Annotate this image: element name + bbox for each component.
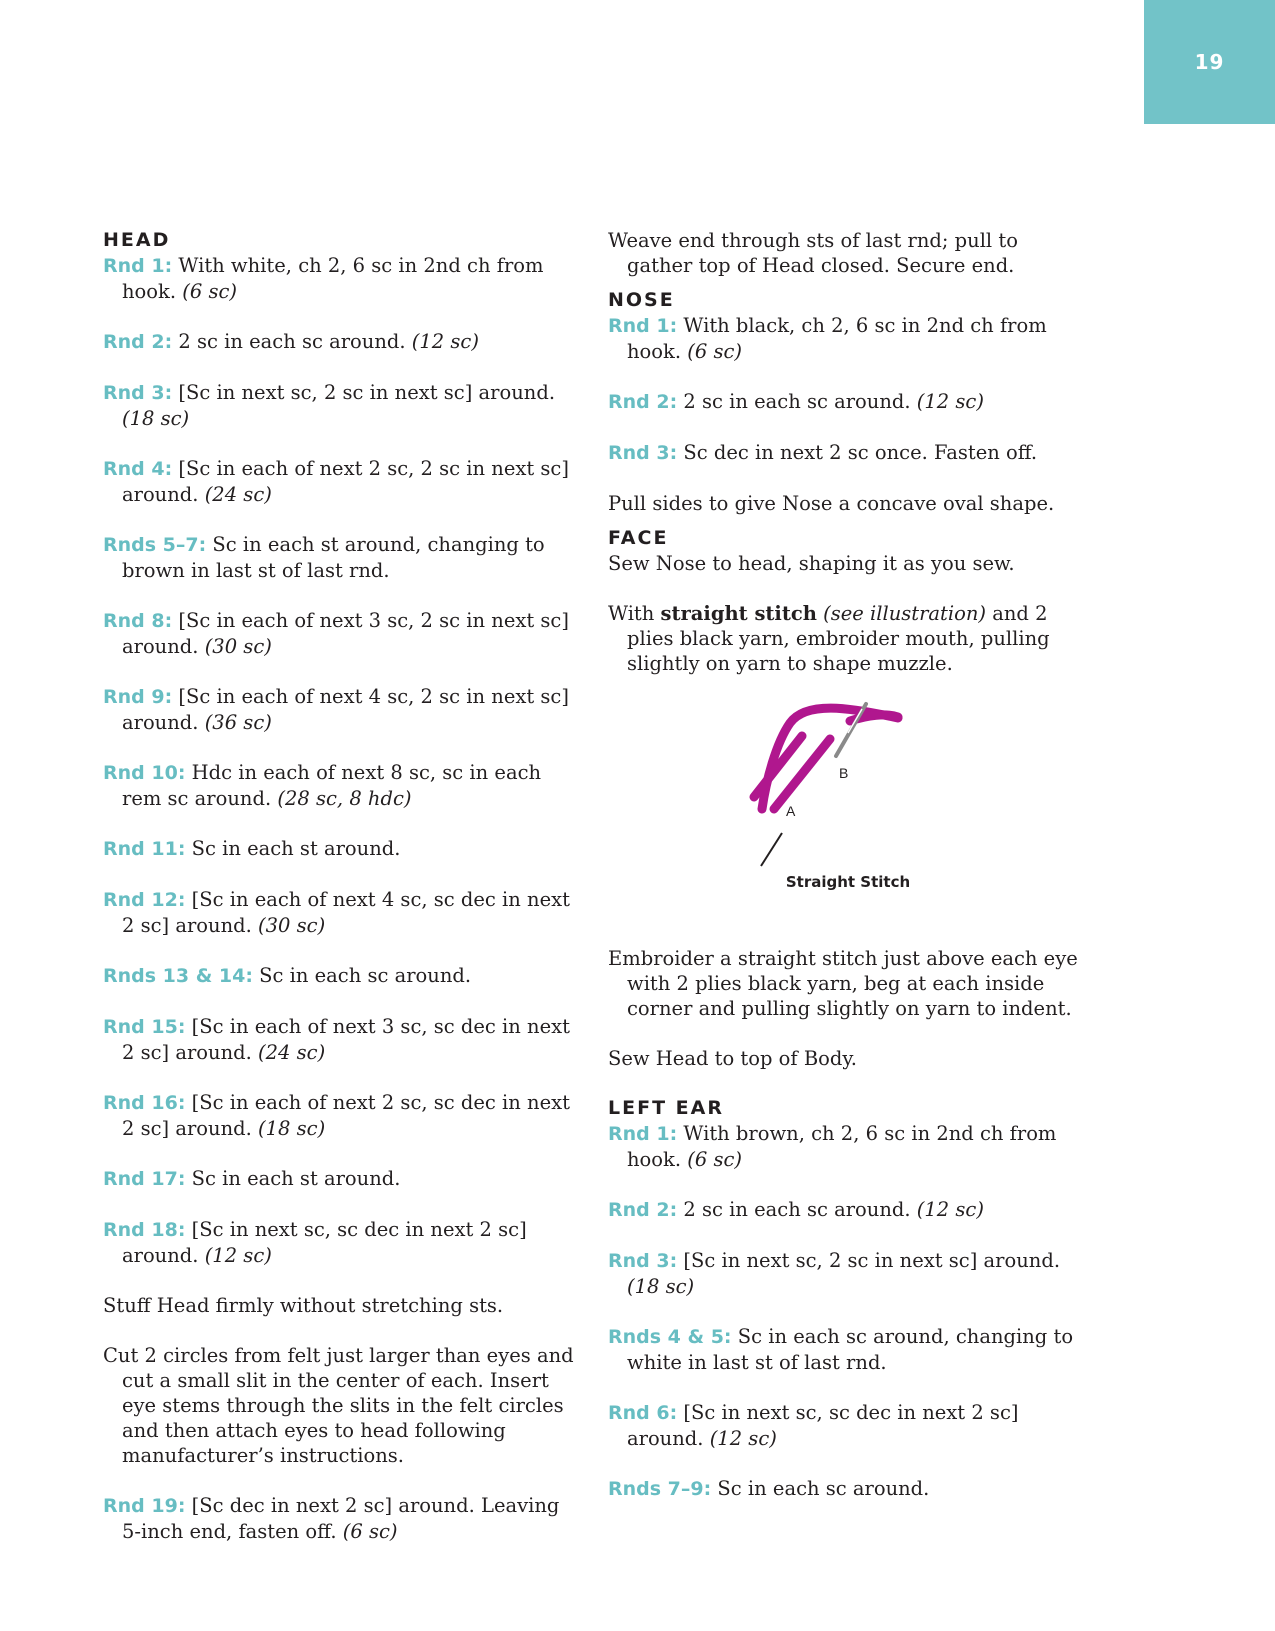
stitch-count: (36 sc) — [204, 711, 272, 734]
stitch-count: (6 sc) — [687, 1148, 743, 1171]
sew-nose-instruction: Sew Nose to head, shaping it as you sew. — [608, 552, 1015, 575]
head-rnd-2: Rnd 2: 2 sc in each sc around. (12 sc) — [103, 330, 479, 353]
stitch-count: (24 sc) — [204, 483, 272, 506]
round-label: Rnd 6: — [608, 1402, 678, 1424]
round-label: Rnd 2: — [103, 331, 173, 353]
head-rnd-8: Rnd 8: [Sc in each of next 3 sc, 2 sc in next sc] around. (30 sc) — [103, 609, 569, 658]
nose-heading: NOSE — [608, 289, 675, 311]
stitch-name: straight stitch — [660, 602, 817, 625]
head-rnd-19: Rnd 19: [Sc dec in next 2 sc] around. Leaving 5-inch end, fasten off. (6 sc) — [103, 1494, 560, 1543]
brows-instruction: Embroider a straight stitch just above each eye with 2 plies black yarn, beg at each inside corner and pulling slightly on yarn to indent. — [608, 947, 1078, 1020]
head-rnd-9: Rnd 9: [Sc in each of next 4 sc, 2 sc in next sc] around. (36 sc) — [103, 685, 569, 734]
stitch-count: (6 sc) — [342, 1520, 398, 1543]
stitch-count: (12 sc) — [204, 1244, 272, 1267]
nose-rnd-1: Rnd 1: With black, ch 2, 6 sc in 2nd ch from hook. (6 sc) — [608, 314, 1047, 363]
stitch-count: (12 sc) — [916, 1198, 984, 1221]
head-rnd-15: Rnd 15: [Sc in each of next 3 sc, sc dec in next 2 sc] around. (24 sc) — [103, 1015, 570, 1064]
round-label: Rnd 4: — [103, 458, 173, 480]
round-label: Rnd 17: — [103, 1168, 186, 1190]
head-rnds-13-14: Rnds 13 & 14: Sc in each sc around. — [103, 964, 472, 987]
ear-rnd-6: Rnd 6: [Sc in next sc, sc dec in next 2 sc] around. (12 sc) — [608, 1401, 1019, 1450]
head-rnd-12: Rnd 12: [Sc in each of next 4 sc, sc dec in next 2 sc] around. (30 sc) — [103, 888, 570, 937]
stuff-head-instruction: Stuff Head firmly without stretching sts. — [103, 1294, 504, 1317]
round-label: Rnd 12: — [103, 889, 186, 911]
weave-end-instruction: Weave end through sts of last rnd; pull to gather top of Head closed. Secure end. — [608, 229, 1018, 277]
eyes-instruction: Cut 2 circles from felt just larger than eyes and cut a small slit in the center of each. Insert eye stems through the slits in the felt circles and then attach eyes to head following manufacturer’s instructions. — [103, 1344, 574, 1467]
needle-under-fabric — [761, 833, 782, 866]
round-label: Rnds 7–9: — [608, 1478, 712, 1500]
nose-rnd-3: Rnd 3: Sc dec in next 2 sc once. Fasten off. — [608, 441, 1038, 464]
page-number-tab — [1144, 0, 1275, 124]
round-label: Rnds 5–7: — [103, 534, 207, 556]
straight-stitch-illustration — [608, 701, 1088, 936]
round-label: Rnds 4 & 5: — [608, 1326, 732, 1348]
straight-stitch-diagram — [608, 701, 1088, 936]
ear-rnd-3: Rnd 3: [Sc in next sc, 2 sc in next sc] around. (18 sc) — [608, 1249, 1061, 1298]
round-label: Rnd 19: — [103, 1495, 186, 1517]
point-b-label: B — [839, 765, 849, 781]
sew-head-instruction: Sew Head to top of Body. — [608, 1047, 858, 1070]
stitch-count: (12 sc) — [916, 390, 984, 413]
ear-rnd-1: Rnd 1: With brown, ch 2, 6 sc in 2nd ch from hook. (6 sc) — [608, 1122, 1057, 1171]
round-label: Rnd 9: — [103, 686, 173, 708]
left-column — [103, 228, 583, 1569]
round-label: Rnd 11: — [103, 838, 186, 860]
round-label: Rnd 3: — [608, 1250, 678, 1272]
round-label: Rnd 3: — [608, 442, 678, 464]
head-rnd-3: Rnd 3: [Sc in next sc, 2 sc in next sc] around. (18 sc) — [103, 381, 556, 430]
round-label: Rnd 2: — [608, 391, 678, 413]
stitch-count: (12 sc) — [411, 330, 479, 353]
stitch-count: (28 sc, 8 hdc) — [277, 787, 412, 810]
yarn-strands — [754, 708, 898, 809]
round-label: Rnd 1: — [608, 315, 678, 337]
round-label: Rnd 16: — [103, 1092, 186, 1114]
round-label: Rnd 2: — [608, 1199, 678, 1221]
stitch-count: (24 sc) — [258, 1041, 326, 1064]
head-rnd-10: Rnd 10: Hdc in each of next 8 sc, sc in each rem sc around. (28 sc, 8 hdc) — [103, 761, 542, 810]
page-number: 19 — [1194, 50, 1225, 74]
stitch-count: (18 sc) — [258, 1117, 326, 1140]
round-label: Rnd 1: — [608, 1123, 678, 1145]
stitch-count: (18 sc) — [627, 1275, 695, 1298]
round-label: Rnd 15: — [103, 1016, 186, 1038]
yarn-strand-lower — [774, 739, 830, 809]
round-label: Rnd 10: — [103, 762, 186, 784]
stitch-count: (30 sc) — [258, 914, 326, 937]
stitch-count: (12 sc) — [709, 1427, 777, 1450]
left-ear-heading: LEFT EAR — [608, 1097, 724, 1119]
point-a-label: A — [786, 803, 796, 819]
right-column — [608, 228, 1088, 1527]
stitch-count: (30 sc) — [204, 635, 272, 658]
ear-rnd-2: Rnd 2: 2 sc in each sc around. (12 sc) — [608, 1198, 984, 1221]
stitch-count: (18 sc) — [122, 407, 190, 430]
ear-rnds-4-5: Rnds 4 & 5: Sc in each sc around, changing to white in last st of last rnd. — [608, 1325, 1074, 1374]
head-rnd-4: Rnd 4: [Sc in each of next 2 sc, 2 sc in next sc] around. (24 sc) — [103, 457, 569, 506]
head-rnd-16: Rnd 16: [Sc in each of next 2 sc, sc dec in next 2 sc] around. (18 sc) — [103, 1091, 570, 1140]
mouth-instruction: With straight stitch (see illustration) and 2 plies black yarn, embroider mouth, pulling slightly on yarn to shape muzzle. — [608, 602, 1050, 675]
stitch-count: (6 sc) — [182, 280, 238, 303]
head-rnds-5-7: Rnds 5–7: Sc in each st around, changing to brown in last st of last rnd. — [103, 533, 545, 582]
head-rnd-17: Rnd 17: Sc in each st around. — [103, 1167, 401, 1190]
round-label: Rnd 8: — [103, 610, 173, 632]
figure-caption: Straight Stitch — [785, 873, 911, 891]
nose-shape-instruction: Pull sides to give Nose a concave oval shape. — [608, 492, 1055, 515]
round-label: Rnd 18: — [103, 1219, 186, 1241]
nose-rnd-2: Rnd 2: 2 sc in each sc around. (12 sc) — [608, 390, 984, 413]
stitch-count: (6 sc) — [687, 340, 743, 363]
round-label: Rnd 1: — [103, 255, 173, 277]
head-heading: HEAD — [103, 229, 171, 251]
face-heading: FACE — [608, 527, 669, 549]
round-label: Rnds 13 & 14: — [103, 965, 253, 987]
ear-rnds-7-9: Rnds 7–9: Sc in each sc around. — [608, 1477, 930, 1500]
head-rnd-18: Rnd 18: [Sc in next sc, sc dec in next 2 sc] around. (12 sc) — [103, 1218, 527, 1267]
head-rnd-11: Rnd 11: Sc in each st around. — [103, 837, 401, 860]
round-label: Rnd 3: — [103, 382, 173, 404]
head-rnd-1: Rnd 1: With white, ch 2, 6 sc in 2nd ch from hook. (6 sc) — [103, 254, 544, 303]
